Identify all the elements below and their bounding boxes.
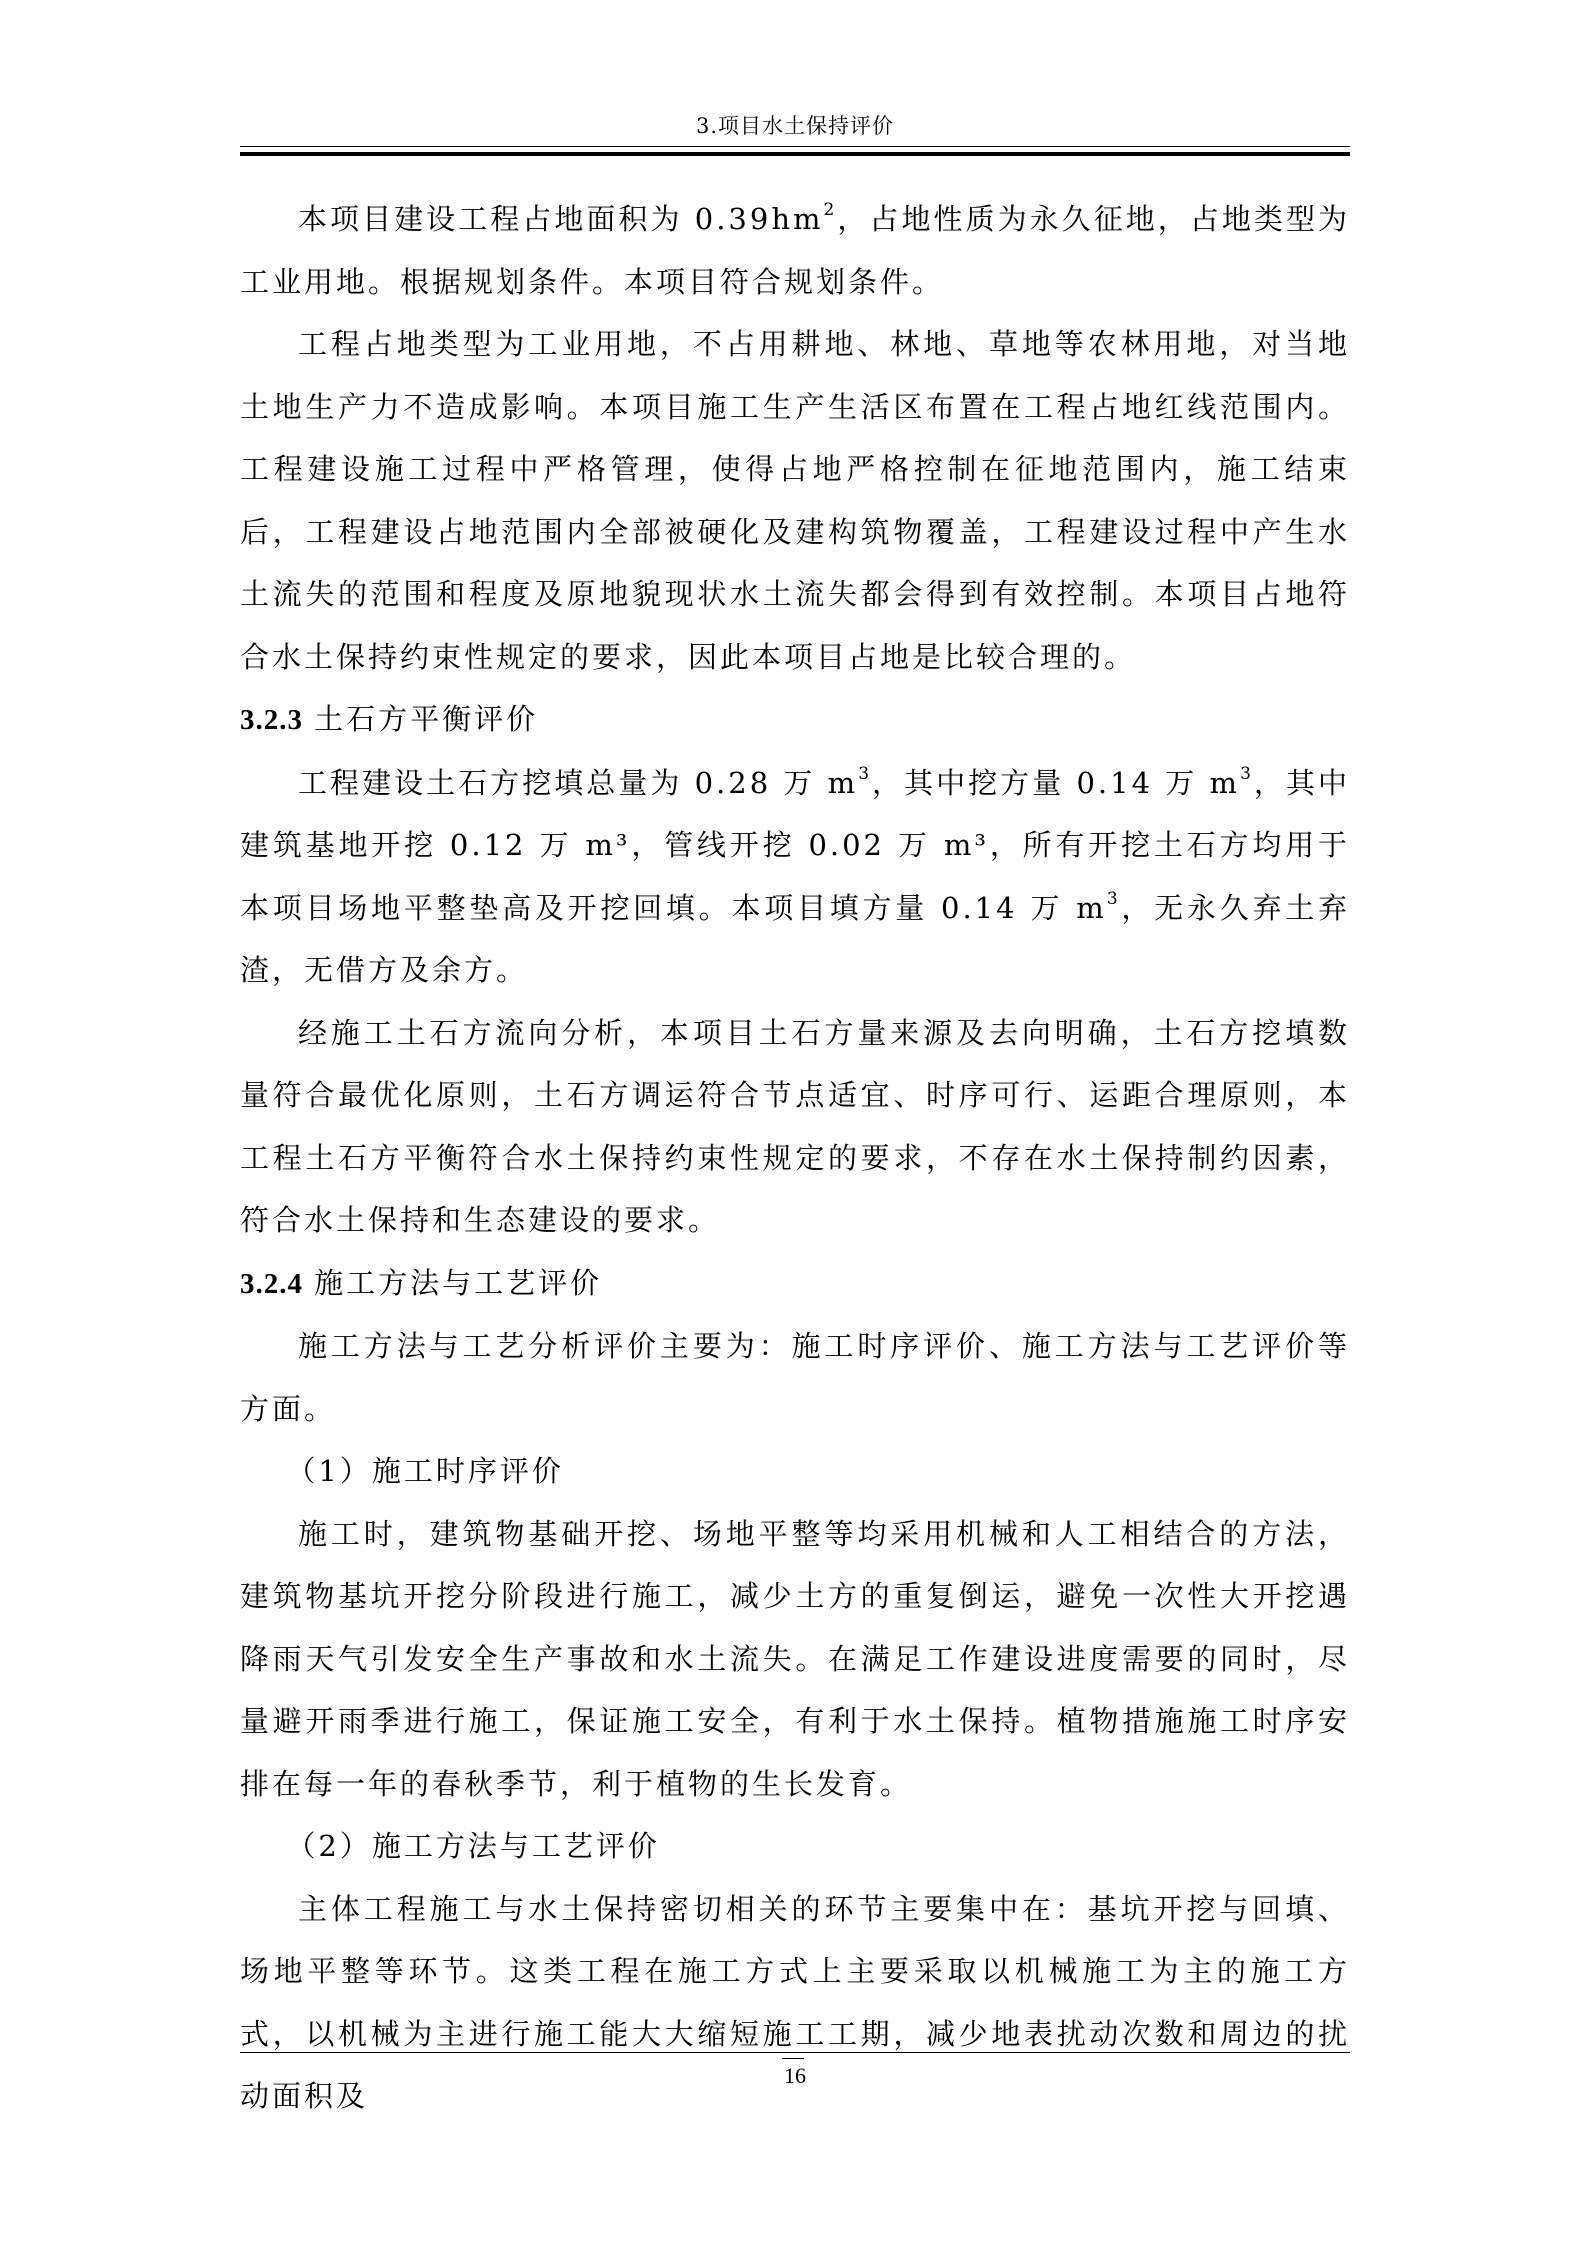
section-number: 3.2.4 — [240, 1267, 303, 1300]
page-number: 16 — [784, 2063, 806, 2088]
running-header: 3.项目水土保持评价 — [695, 114, 895, 138]
footer-dash — [782, 2058, 804, 2059]
header-rule-thin — [240, 146, 1350, 147]
header-rule-thick — [240, 152, 1350, 156]
paragraph-land-area: 本项目建设工程占地面积为 $0.39hm^2$，占地性质为永久征地，占地类型为工业用地。根据规划条件。本项目符合规划条件。 — [240, 200, 1350, 299]
paragraph-method-overview: 施工方法与工艺分析评价主要为：施工时序评价、施工方法与工艺评价等方面。 — [240, 1329, 1350, 1426]
paragraph-method: 主体工程施工与水土保持密切相关的环节主要集中在：基坑开挖与回填、场地平整等环节。这类工程在施工方式上主要采取以机械施工为主的施工方式，以机械为主进行施工能大大缩短施工工期，减少地表扰动次数和周边的扰动面积及 — [240, 1891, 1350, 2113]
section-heading-3-2-4 — [240, 1252, 1350, 1316]
section-heading-3-2-3 — [240, 688, 1350, 752]
paragraph-earthwork-analysis: 经施工土石方流向分析，本项目土石方量来源及去向明确，土石方挖填数量符合最优化原则，土石方调运符合节点适宜、时序可行、运距合理原则，本工程土石方平衡符合水土保持约束性规定的要求，不存在水土保持制约因素，符合水土保持和生态建设的要求。 — [240, 1015, 1350, 1237]
subheading-method: （2）施工方法与工艺评价 — [286, 1829, 660, 1863]
section-title: 施工方法与工艺评价 — [314, 1265, 603, 1300]
paragraph-sequence: 施工时，建筑物基础开挖、场地平整等均采用机械和人工相结合的方法，建筑物基坑开挖分阶段进行施工，减少土方的重复倒运，避免一次性大开挖遇降雨天气引发安全生产事故和水土流失。在满足工作建设进度需要的同时，尽量避开雨季进行施工，保证施工安全，有利于水土保持。植物措施施工时序安排在每一年的春秋季节，利于植物的生长发育。 — [240, 1516, 1350, 1801]
section-number: 3.2.3 — [240, 704, 303, 736]
body-content — [240, 188, 1350, 2128]
paragraph-earthwork-volume: 工程建设土石方挖填总量为 0.28 万 $m^3$，其中挖方量 0.14 万 $m^3$，其中建筑基地开挖 0.12 万 m³，管线开挖 0.02 万 m³，所有开挖土石方均用于本项目场地平整垫高及开挖回填。本项目填方量 0.14 万 $m^3$，无永久弃土弃渣，无借方及余方。 — [240, 763, 1350, 987]
subheading-sequence: （1）施工时序评价 — [286, 1454, 564, 1488]
footer-rule — [240, 2052, 1350, 2053]
section-title: 土石方平衡评价 — [314, 702, 539, 736]
paragraph-land-rationality: 工程占地类型为工业用地，不占用耕地、林地、草地等农林用地，对当地土地生产力不造成影响。本项目施工生产生活区布置在工程占地红线范围内。工程建设施工过程中严格管理，使得占地严格控制在征地范围内，施工结束后，工程建设占地范围内全部被硬化及建构筑物覆盖，工程建设过程中产生水土流失的范围和程度及原地貌现状水土流失都会得到有效控制。本项目占地符合水土保持约束性规定的要求，因此本项目占地是比较合理的。 — [240, 327, 1350, 674]
